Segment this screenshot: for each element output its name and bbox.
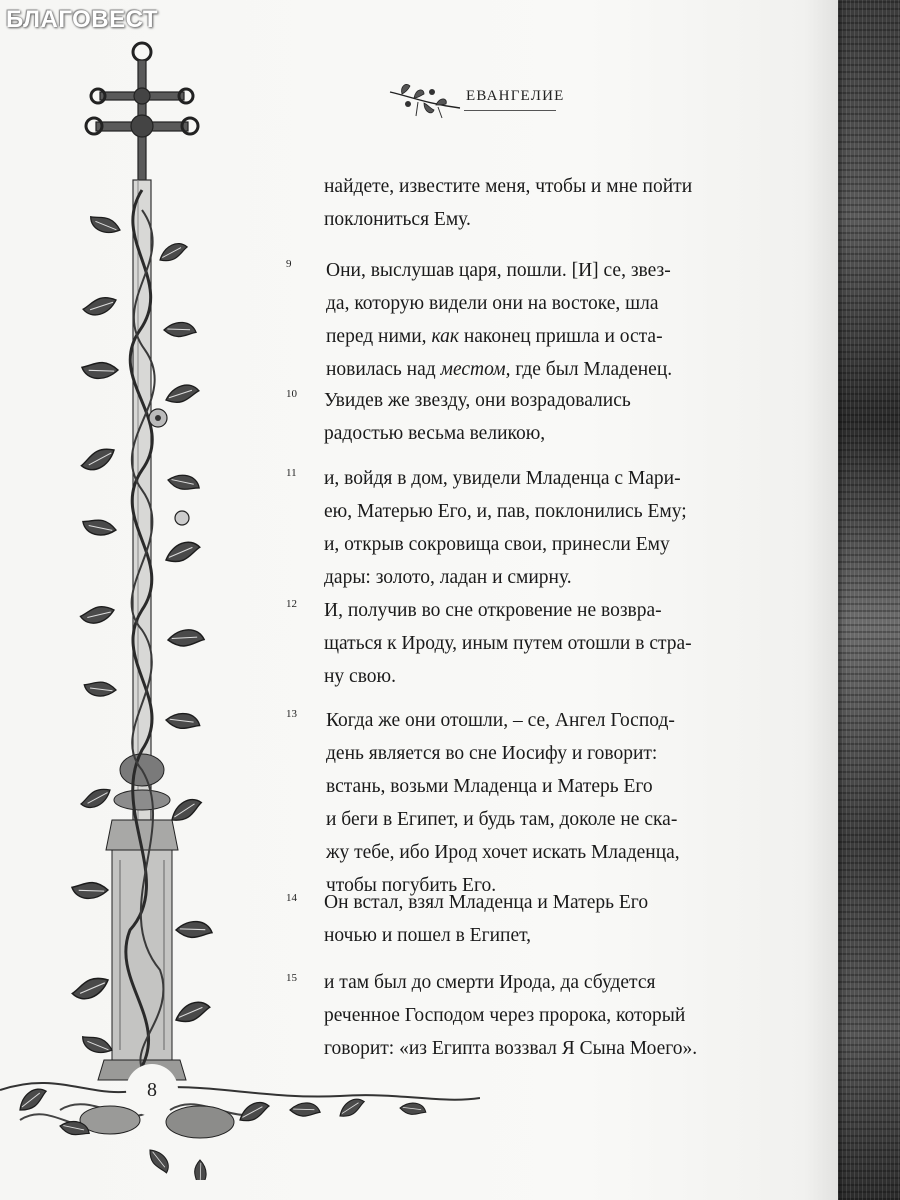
watermark-logo: БЛАГОВЕСТ: [6, 6, 159, 33]
verse-number: 9: [286, 258, 292, 270]
verse-9-line-3: перед ними, как наконец пришла и оста-: [326, 326, 663, 347]
floral-sprig-icon: [388, 78, 462, 124]
verse-9-line-4: новилась над местом, где был Младенец.: [326, 359, 673, 380]
verse-number: 15: [286, 972, 297, 984]
verse-14: Он встал, взял Младенца и Матерь Его ночью и пошел в Египет,: [324, 892, 649, 946]
verse-number: 11: [286, 467, 297, 479]
verse-10: Увидев же звезду, они возрадовались радостью весьма великою,: [324, 390, 631, 444]
page-number: 8: [126, 1064, 178, 1116]
verse-number: 14: [286, 892, 297, 904]
verse-12: И, получив во сне откровение не возвра- щаться к Ироду, иным путем отошли в стра- ну свою.: [324, 600, 692, 687]
verse-number: 12: [286, 598, 297, 610]
engraving-illustration: [834, 0, 900, 1200]
running-header: [388, 78, 568, 124]
verse-number: 10: [286, 388, 297, 400]
verse-11: и, войдя в дом, увидели Младенца с Мари- ею, Матерью Его, и, пав, поклонились Ему; и, открыв сокровища свои, принесли Ему дары: золото, ладан и смирну.: [324, 468, 687, 588]
verse-13: Когда же они отошли, – се, Ангел Господ- день является во сне Иосифу и говорит: встань, возьми Младенца и Матерь Его и беги в Египет, и будь там, доколе не ска- жу тебе, ибо Ирод хочет искать Младенца, чтобы погубить Его.: [326, 710, 680, 896]
header-rule: [464, 110, 556, 111]
verse-9: Они, выслушав царя, пошли. [И] се, звез- да, которую видели они на востоке, шла перед ними, как наконец пришла и оста- новилась над местом, где был Младенец.: [326, 254, 796, 386]
verse-number: 13: [286, 708, 297, 720]
verse-8-continued: найдете, известите меня, чтобы и мне пойти поклониться Ему.: [324, 176, 693, 230]
header-title: ЕВАНГЕЛИЕ: [466, 88, 565, 104]
verse-15: и там был до смерти Ирода, да сбудется реченное Господом через пророка, который говорит: «из Египта воззвал Я Сына Моего».: [324, 972, 698, 1059]
